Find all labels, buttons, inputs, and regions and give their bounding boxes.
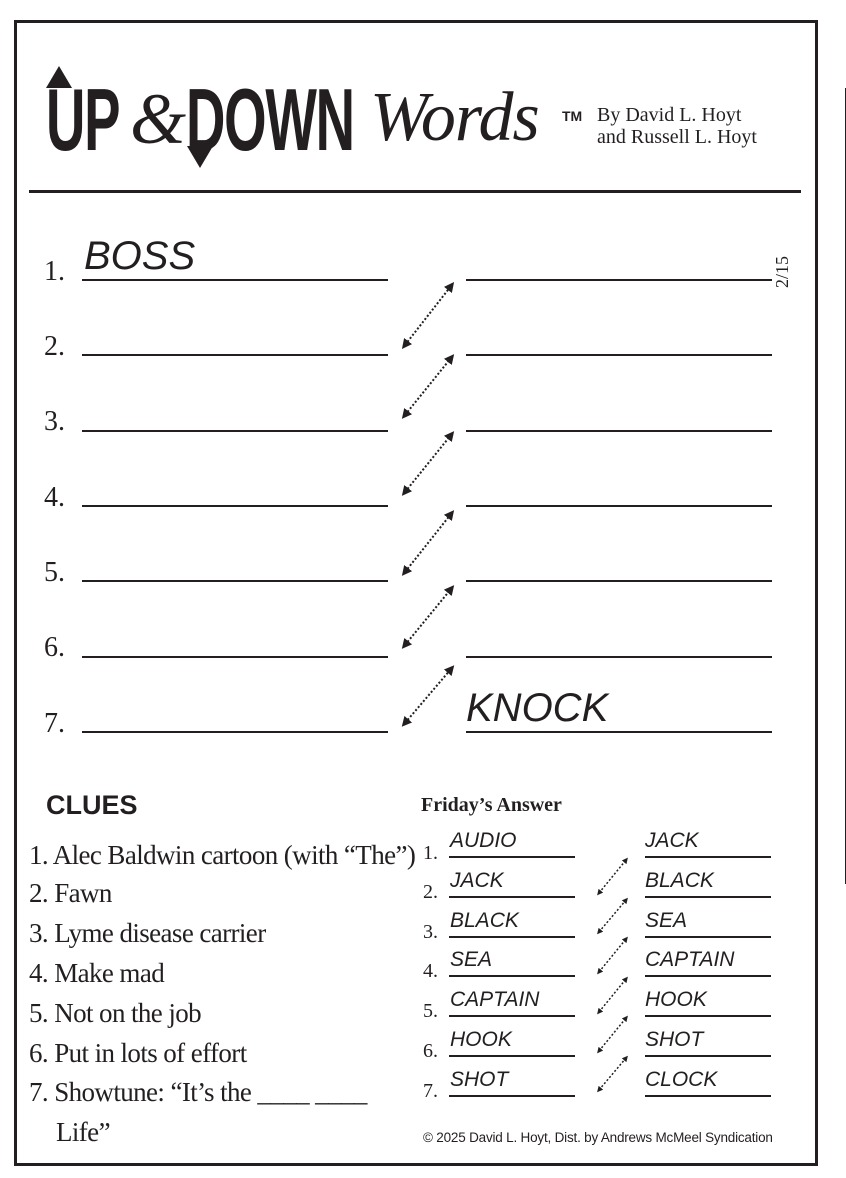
clue-item-continuation: Life” bbox=[56, 1117, 110, 1147]
answer-right-word: SHOT bbox=[645, 1028, 704, 1051]
connector-arrow-icon bbox=[405, 435, 451, 492]
row-number: 6. bbox=[44, 632, 65, 663]
answer-right-line bbox=[645, 1095, 771, 1097]
title-up: UP bbox=[46, 70, 120, 169]
answer-right-line bbox=[645, 856, 771, 858]
row-number: 3. bbox=[44, 406, 65, 437]
connector-arrow-icon bbox=[405, 286, 451, 345]
answer-right-word: BLACK bbox=[645, 869, 714, 892]
answer-row-number: 2. bbox=[423, 881, 438, 903]
answer-left-word: HOOK bbox=[450, 1028, 512, 1051]
answer-right-word: CLOCK bbox=[645, 1068, 718, 1091]
answer-left-word: BLACK bbox=[450, 909, 519, 932]
clue-item: 1. Alec Baldwin cartoon (with “The”) bbox=[29, 840, 416, 870]
clue-item: 4. Make mad bbox=[29, 958, 165, 988]
clue-item: 6. Put in lots of effort bbox=[29, 1038, 247, 1068]
row-number: 5. bbox=[44, 557, 65, 588]
answer-arrow-icon bbox=[599, 900, 626, 932]
answer-left-line bbox=[449, 936, 575, 938]
answer-right-line bbox=[645, 936, 771, 938]
clue-item: 3. Lyme disease carrier bbox=[29, 918, 266, 948]
answer-right-line bbox=[645, 1015, 771, 1017]
row-number: 4. bbox=[44, 482, 65, 513]
previous-answer-heading: Friday’s Answer bbox=[421, 794, 562, 816]
answer-left-word: SHOT bbox=[450, 1068, 509, 1091]
answer-row-number: 7. bbox=[423, 1080, 438, 1102]
answer-arrow-icon bbox=[599, 979, 626, 1012]
answer-row-number: 1. bbox=[423, 842, 438, 864]
answer-left-word: SEA bbox=[450, 948, 493, 971]
row-number: 7. bbox=[44, 708, 65, 739]
answer-left-line bbox=[449, 1055, 575, 1057]
date-label: 2/15 bbox=[772, 255, 792, 288]
answer-row-number: 3. bbox=[423, 921, 438, 943]
answer-left-word: CAPTAIN bbox=[450, 988, 540, 1011]
answer-row-number: 4. bbox=[423, 960, 438, 982]
row-number: 1. bbox=[44, 256, 65, 287]
answer-right-line bbox=[645, 975, 771, 977]
answer-right-word: SEA bbox=[645, 909, 688, 932]
answer-left-line bbox=[449, 856, 575, 858]
clue-item: 5. Not on the job bbox=[29, 998, 202, 1028]
trademark-mark: TM bbox=[562, 108, 583, 124]
answer-arrow-icon bbox=[599, 1058, 626, 1090]
clues-heading: CLUES bbox=[46, 790, 138, 820]
answer-left-line bbox=[449, 975, 575, 977]
answer-arrow-icon bbox=[599, 860, 626, 893]
byline-line-1: By David L. Hoyt bbox=[597, 104, 742, 126]
connector-arrow-icon bbox=[405, 514, 451, 572]
answer-left-word: JACK bbox=[450, 869, 504, 892]
byline-line-2: and Russell L. Hoyt bbox=[597, 126, 757, 148]
connector-arrow-icon bbox=[405, 589, 451, 645]
answer-right-line bbox=[645, 896, 771, 898]
clue-item: 7. Showtune: “It’s the ____ ____ bbox=[29, 1077, 367, 1107]
answer-right-word: HOOK bbox=[645, 988, 707, 1011]
title-words: Words bbox=[370, 79, 539, 156]
answer-left-line bbox=[449, 1095, 575, 1097]
connector-arrow-icon bbox=[405, 669, 451, 723]
answer-row-number: 5. bbox=[423, 1000, 438, 1022]
answer-left-line bbox=[449, 896, 575, 898]
answer-arrow-icon bbox=[599, 939, 626, 972]
row-right-word: KNOCK bbox=[466, 686, 609, 730]
answer-right-line bbox=[645, 1055, 771, 1057]
row-left-word: BOSS bbox=[84, 234, 196, 278]
answer-left-word: AUDIO bbox=[450, 829, 517, 852]
answer-right-word: CAPTAIN bbox=[645, 948, 735, 971]
clue-item: 2. Fawn bbox=[29, 878, 112, 908]
answer-arrow-icon bbox=[599, 1018, 626, 1051]
connector-arrow-icon bbox=[405, 358, 451, 415]
answer-left-line bbox=[449, 1015, 575, 1017]
title-down: DOWN bbox=[186, 70, 354, 169]
answer-row-number: 6. bbox=[423, 1040, 438, 1062]
copyright-notice: © 2025 David L. Hoyt, Dist. by Andrews McMeel Syndication bbox=[423, 1130, 773, 1145]
row-number: 2. bbox=[44, 331, 65, 362]
answer-right-word: JACK bbox=[645, 829, 699, 852]
title-ampersand: & bbox=[130, 79, 187, 159]
